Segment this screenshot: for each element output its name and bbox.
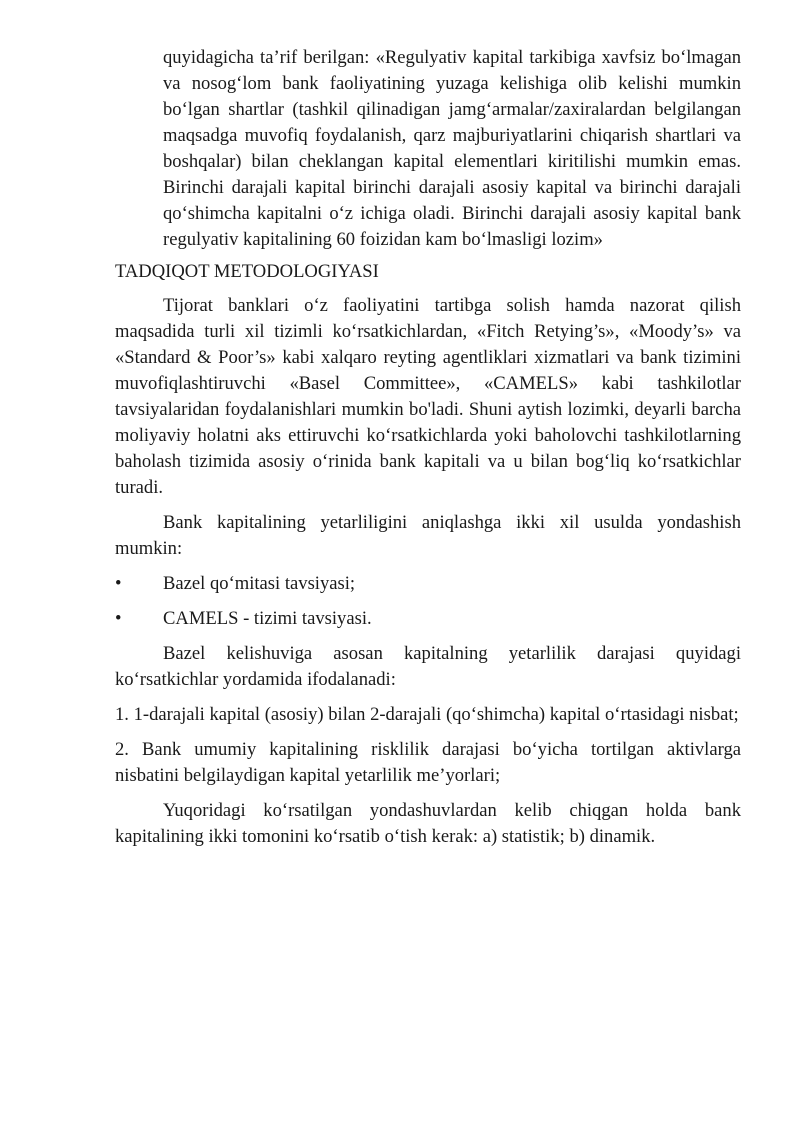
paragraph-conclusion: Yuqoridagi ko‘rsatilgan yondashuvlardan kelib chiqgan holda bank kapitalining ikki tomonini ko‘rsatib o‘tish kerak: a) statistik; b) dinamik. <box>115 800 741 847</box>
document-page <box>115 45 741 859</box>
definition-quote: quyidagicha ta’rif berilgan: «Regulyativ kapital tarkibiga xavfsiz bo‘lmagan va nosog‘lom bank faoliyatining yuzaga kelishiga olib kelishi mumkin bo‘lgan shartlar (tashkil qilinadigan jamg‘armalar/zaxiralardan belgilangan maqsadga muvofiq foydalanish, qarz majburiyatlarini chiqarish shartlari va boshqalar) bilan cheklangan kapital elementlari kiritilishi mumkin emas. Birinchi darajali kapital birinchi darajali asosiy kapital va birinchi darajali qo‘shimcha kapitalni o‘z ichiga oladi. Birinchi darajali asosiy kapital bank regulyativ kapitalining 60 foizidan kam bo‘lmasligi lozim» <box>163 47 741 250</box>
bullet-icon: • <box>115 573 122 594</box>
numbered-item: 1. 1-darajali kapital (asosiy) bilan 2-darajali (qo‘shimcha) kapital o‘rtasidagi nisbat; <box>115 704 739 725</box>
numbered-item: 2. Bank umumiy kapitalining risklilik darajasi bo‘yicha tortilgan aktivlarga nisbatini belgilaydigan kapital yetarlilik me’yorlari; <box>115 739 741 786</box>
paragraph-methodology: Tijorat banklari o‘z faoliyatini tartibga solish hamda nazorat qilish maqsadida turli xil tizimli ko‘rsatkichlardan, «Fitch Retying’s», «Moody’s» va «Standard & Poor’s» kabi xalqaro reyting agentliklari xizmatlari va bank tizimini muvofiqlashtiruvchi «Basel Committee», «CAMELS» kabi tashkilotlar tavsiyalaridan foydalanishlari mumkin bo'ladi. Shuni aytish lozimki, deyarli barcha moliyaviy holatni aks ettiruvchi ko‘rsatkichlarda yoki baholovchi tashkilotlarning baholash tizimida asosiy o‘rinida bank kapitali va u bilan bog‘liq ko‘rsatkichlar turadi. <box>115 295 741 498</box>
list-item <box>115 571 741 597</box>
list-item-text: Bazel qo‘mitasi tavsiyasi; <box>163 573 356 594</box>
list-item-text: CAMELS - tizimi tavsiyasi. <box>163 608 372 629</box>
paragraph-approaches: Bank kapitalining yetarliligini aniqlashga ikki xil usulda yondashish mumkin: <box>115 512 741 559</box>
bullet-icon: • <box>115 608 122 629</box>
list-item <box>115 606 741 632</box>
section-heading: TADQIQOT METODOLOGIYASI <box>115 261 379 282</box>
paragraph-basel: Bazel kelishuviga asosan kapitalning yetarlilik darajasi quyidagi ko‘rsatkichlar yordamida ifodalanadi: <box>115 643 741 690</box>
